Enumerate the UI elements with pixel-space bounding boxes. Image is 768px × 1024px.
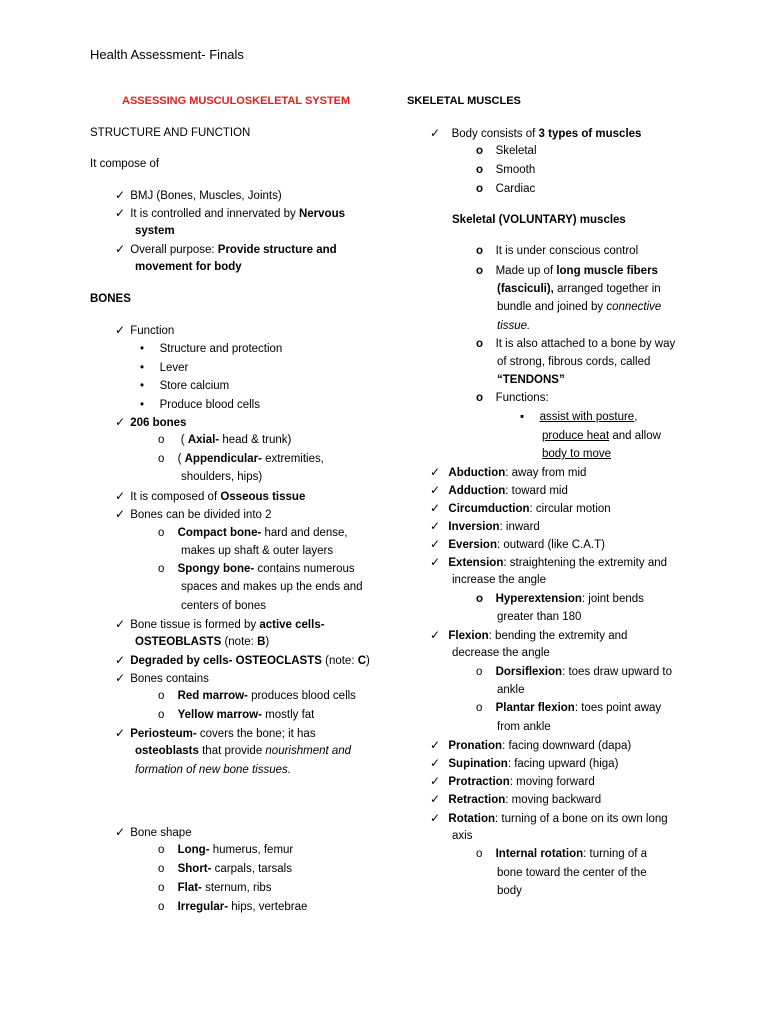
circle-item: o Cardiac	[476, 180, 535, 198]
circle-bullet-icon: o	[476, 338, 484, 350]
list-item: ✓ Pronation: facing downward (dapa)	[430, 738, 632, 752]
list-item: ✓ Extension: straightening the extremity and	[430, 555, 668, 569]
list-item-continued: increase the angle	[452, 574, 546, 586]
right-section-title: SKELETAL MUSCLES	[407, 95, 521, 107]
check-icon: ✓	[115, 489, 126, 503]
circle-bullet-icon: o	[158, 901, 165, 913]
check-icon: ✓	[115, 617, 126, 631]
circle-bullet-icon: o	[476, 666, 483, 678]
circle-bullet-icon: o	[158, 882, 165, 894]
bullet-icon: •	[140, 362, 145, 374]
check-icon: ✓	[430, 126, 441, 140]
list-item: ✓ Circumduction: circular motion	[430, 501, 611, 515]
check-icon: ✓	[115, 726, 126, 740]
circle-item: o Short- carpals, tarsals	[158, 860, 292, 878]
circle-item: o ( Appendicular- extremities,	[158, 450, 324, 468]
list-item: ✓ Eversion: outward (like C.A.T)	[430, 537, 605, 551]
circle-item-continued: bundle and joined by connective	[497, 301, 662, 313]
circle-item: o Plantar flexion: toes point away	[476, 699, 661, 717]
list-item-continued: system	[135, 225, 175, 237]
bullet-icon: •	[140, 399, 145, 411]
list-item: ✓ It is controlled and innervated by Nervous	[115, 206, 346, 220]
list-item: ✓ Bones can be divided into 2	[115, 507, 272, 521]
circle-item: o Compact bone- hard and dense,	[158, 524, 348, 542]
circle-bullet-icon: o	[476, 265, 484, 277]
circle-item-continued: from ankle	[497, 721, 551, 733]
check-icon: ✓	[115, 188, 126, 202]
circle-bullet-icon: o	[158, 434, 165, 446]
circle-item: o Dorsiflexion: toes draw upward to	[476, 663, 672, 681]
circle-item: o Skeletal	[476, 142, 537, 160]
list-item: ✓ Body consists of 3 types of muscles	[430, 126, 642, 140]
circle-item: o Irregular- hips, vertebrae	[158, 898, 307, 916]
check-icon: ✓	[115, 825, 126, 839]
list-item: ✓ Protraction: moving forward	[430, 774, 595, 788]
bullet-icon: •	[140, 380, 145, 392]
circle-item: o Made up of long muscle fibers	[476, 262, 658, 280]
list-item: ✓ Rotation: turning of a bone on its own long	[430, 811, 668, 825]
circle-bullet-icon: o	[158, 844, 165, 856]
page-title: Health Assessment- Finals	[90, 47, 244, 62]
check-icon: ✓	[430, 519, 441, 533]
list-item-continued: formation of new bone tissues.	[135, 764, 291, 776]
circle-item: o Spongy bone- contains numerous	[158, 560, 355, 578]
list-item-continued: osteoblasts that provide nourishment and	[135, 745, 352, 757]
check-icon: ✓	[115, 653, 126, 667]
list-item: ✓ Adduction: toward mid	[430, 483, 568, 497]
list-item-continued: axis	[452, 830, 473, 842]
circle-bullet-icon: o	[158, 453, 165, 465]
check-icon: ✓	[115, 671, 126, 685]
bones-heading: BONES	[90, 293, 131, 305]
circle-item: o ( Axial- head & trunk)	[158, 431, 291, 449]
left-section-title: ASSESSING MUSCULOSKELETAL SYSTEM	[122, 95, 351, 107]
list-item: ✓ Overall purpose: Provide structure and	[115, 242, 337, 256]
check-icon: ✓	[115, 242, 126, 256]
circle-bullet-icon: o	[158, 709, 165, 721]
check-icon: ✓	[430, 465, 441, 479]
circle-item-continued: of strong, fibrous cords, called	[497, 356, 651, 368]
check-icon: ✓	[430, 501, 441, 515]
bullet-icon: •	[140, 343, 145, 355]
circle-bullet-icon: o	[476, 164, 484, 176]
list-item: ✓ It is composed of Osseous tissue	[115, 489, 306, 503]
circle-bullet-icon: o	[476, 593, 484, 605]
check-icon: ✓	[430, 756, 441, 770]
circle-item: o Functions:	[476, 389, 549, 407]
circle-bullet-icon: o	[476, 392, 484, 404]
list-item: ✓ Bones contains	[115, 671, 209, 685]
circle-bullet-icon: o	[476, 145, 484, 157]
bullet-item: • Structure and protection	[140, 340, 282, 358]
check-icon: ✓	[115, 415, 126, 429]
check-icon: ✓	[430, 555, 441, 569]
list-item: ✓ Retraction: moving backward	[430, 792, 602, 806]
circle-item: o It is also attached to a bone by way	[476, 335, 675, 353]
circle-item: o It is under conscious control	[476, 242, 638, 260]
circle-bullet-icon: o	[158, 690, 165, 702]
check-icon: ✓	[430, 483, 441, 497]
circle-bullet-icon: o	[476, 848, 483, 860]
circle-item-continued: spaces and makes up the ends and	[181, 581, 363, 593]
bullet-item: • Produce blood cells	[140, 396, 260, 414]
list-item-continued: OSTEOBLASTS (note: B)	[135, 636, 270, 648]
list-item: ✓ Supination: facing upward (higa)	[430, 756, 619, 770]
check-icon: ✓	[430, 811, 441, 825]
circle-item-continued: tissue.	[497, 320, 531, 332]
list-item: ✓ Periosteum- covers the bone; it has	[115, 726, 316, 740]
circle-bullet-icon: o	[158, 563, 165, 575]
check-icon: ✓	[430, 774, 441, 788]
it-compose: It compose of	[90, 158, 160, 170]
structure-heading: STRUCTURE AND FUNCTION	[90, 127, 251, 139]
circle-bullet-icon: o	[476, 183, 484, 195]
circle-item-continued: shoulders, hips)	[181, 471, 263, 483]
circle-item: o Internal rotation: turning of a	[476, 845, 647, 863]
list-item: ✓ Degraded by cells- OSTEOCLASTS (note: C)	[115, 653, 370, 667]
check-icon: ✓	[115, 323, 126, 337]
list-item: ✓ 206 bones	[115, 415, 187, 429]
circle-item-continued: (fasciculi), arranged together in	[497, 283, 661, 295]
list-item: ✓ BMJ (Bones, Muscles, Joints)	[115, 188, 282, 202]
circle-item: o Long- humerus, femur	[158, 841, 293, 859]
check-icon: ✓	[430, 738, 441, 752]
circle-item-continued: centers of bones	[181, 600, 267, 612]
circle-item-continued: “TENDONS”	[497, 374, 565, 386]
list-item: ✓ Flexion: bending the extremity and	[430, 628, 628, 642]
square-item: ▪ assist with posture,	[520, 408, 637, 426]
list-item: ✓ Inversion: inward	[430, 519, 540, 533]
list-item: ✓ Function	[115, 323, 175, 337]
square-bullet-icon: ▪	[520, 411, 525, 423]
circle-item: o Hyperextension: joint bends	[476, 590, 644, 608]
circle-item-continued: ankle	[497, 684, 525, 696]
list-item-continued: decrease the angle	[452, 647, 550, 659]
list-item-continued: movement for body	[135, 261, 242, 273]
circle-item: o Smooth	[476, 161, 535, 179]
square-item-continued: produce heat and allow	[542, 430, 661, 442]
list-item: ✓ Bone tissue is formed by active cells-	[115, 617, 325, 631]
circle-bullet-icon: o	[476, 245, 484, 257]
bullet-item: • Store calcium	[140, 377, 229, 395]
check-icon: ✓	[430, 537, 441, 551]
list-item: ✓ Abduction: away from mid	[430, 465, 587, 479]
bullet-item: • Lever	[140, 359, 188, 377]
circle-item-continued: body	[497, 885, 522, 897]
voluntary-heading: Skeletal (VOLUNTARY) muscles	[452, 214, 626, 226]
circle-item: o Flat- sternum, ribs	[158, 879, 272, 897]
circle-bullet-icon: o	[476, 702, 483, 714]
circle-item: o Red marrow- produces blood cells	[158, 687, 356, 705]
check-icon: ✓	[430, 628, 441, 642]
circle-item: o Yellow marrow- mostly fat	[158, 706, 314, 724]
check-icon: ✓	[430, 792, 441, 806]
check-icon: ✓	[115, 507, 126, 521]
check-icon: ✓	[115, 206, 126, 220]
square-item-continued: body to move	[542, 448, 612, 460]
circle-bullet-icon: o	[158, 527, 165, 539]
circle-item-continued: greater than 180	[497, 611, 582, 623]
circle-item-continued: makes up shaft & outer layers	[181, 545, 334, 557]
circle-bullet-icon: o	[158, 863, 165, 875]
circle-item-continued: bone toward the center of the	[497, 867, 647, 879]
list-item: ✓ Bone shape	[115, 825, 192, 839]
